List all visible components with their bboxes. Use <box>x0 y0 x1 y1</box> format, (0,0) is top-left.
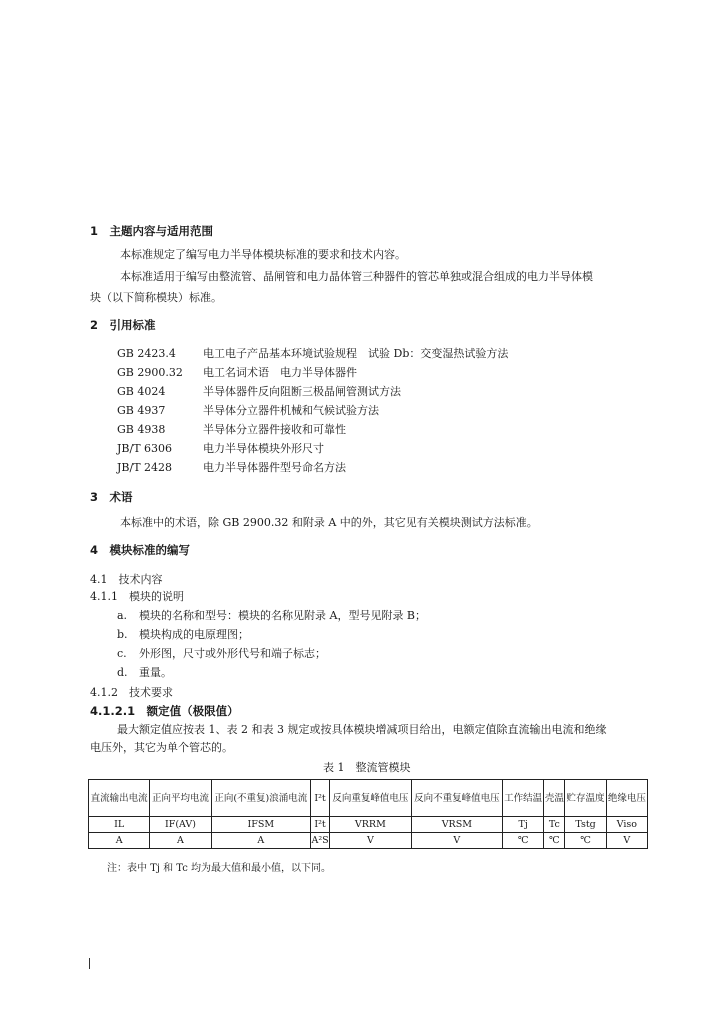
reference-item <box>117 385 401 399</box>
section-2-title: 2 引用标准 <box>90 318 156 332</box>
section-4-1-title: 4.1 技术内容 <box>90 573 163 586</box>
reference-title: 电工名词术语 电力半导体器件 <box>203 366 357 379</box>
section-4-1-2-title: 4.1.2 技术要求 <box>90 686 173 699</box>
module-item <box>117 666 172 680</box>
table-unit-cell: A <box>211 833 310 849</box>
section-4-1-2-1-paragraph-b: 电压外，其它为单个管芯的。 <box>90 741 233 754</box>
reference-item <box>117 347 508 361</box>
table-unit-cell: ℃ <box>565 833 606 849</box>
table-unit-cell: A²S <box>310 833 329 849</box>
module-item-mark: c. <box>117 647 127 660</box>
module-item-mark: a. <box>117 609 128 622</box>
table-unit-cell: ℃ <box>544 833 565 849</box>
table-header-row <box>89 780 648 817</box>
table-unit-row <box>89 833 648 849</box>
table-unit-cell: V <box>330 833 411 849</box>
table-symbol-cell: IFSM <box>211 817 310 833</box>
section-1-paragraph-2a: 本标准适用于编写由整流管、晶闸管和电力晶体管三种器件的管芯单独或混合组成的电力半导体模 <box>120 270 593 283</box>
section-1-paragraph-1: 本标准规定了编写电力半导体模块标准的要求和技术内容。 <box>120 248 406 261</box>
reference-code: GB 2423.4 <box>117 347 176 360</box>
table-note: 注：表中 Tj 和 Tc 均为最大值和最小值，以下同。 <box>107 863 331 874</box>
margin-mark <box>89 958 90 969</box>
section-1-paragraph-2b: 块（以下简称模块）标准。 <box>90 291 222 304</box>
reference-item <box>117 461 346 475</box>
table-header-cell: 正向平均电流 <box>150 780 211 817</box>
section-3-title: 3 术语 <box>90 490 133 504</box>
module-item <box>117 647 326 661</box>
table-header-cell: 贮存温度 <box>565 780 606 817</box>
module-item <box>117 609 426 623</box>
table-symbol-cell: I²t <box>310 817 329 833</box>
table-unit-cell: V <box>411 833 502 849</box>
reference-code: GB 4937 <box>117 404 166 417</box>
table-title: 表 1 整流管模块 <box>323 761 411 774</box>
reference-item <box>117 404 379 418</box>
table-header-cell: 反向不重复峰值电压 <box>411 780 502 817</box>
section-4-1-2-1-paragraph-a: 最大额定值应按表 1、表 2 和表 3 规定或按具体模块增减项目给出，电额定值除直流输出电流和绝缘 <box>117 723 607 736</box>
section-4-1-2-1-title: 4.1.2.1 额定值（极限值） <box>90 704 239 718</box>
module-item-text: 模块构成的电原理图； <box>139 628 249 641</box>
table-unit-cell: V <box>606 833 647 849</box>
reference-title: 半导体分立器件接收和可靠性 <box>203 423 346 436</box>
table-symbol-cell: VRSM <box>411 817 502 833</box>
reference-code: GB 2900.32 <box>117 366 183 379</box>
module-item-mark: b. <box>117 628 128 641</box>
module-item <box>117 628 249 642</box>
module-item-mark: d. <box>117 666 128 679</box>
table-symbol-cell: VRRM <box>330 817 411 833</box>
table-header-cell: 绝缘电压 <box>606 780 647 817</box>
module-item-text: 模块的名称和型号：模块的名称见附录 A，型号见附录 B； <box>139 609 427 622</box>
section-3-paragraph: 本标准中的术语，除 GB 2900.32 和附录 A 中的外，其它见有关模块测试方法标准。 <box>120 516 538 529</box>
reference-title: 半导体分立器件机械和气候试验方法 <box>203 404 379 417</box>
table-header-cell: 工作结温 <box>503 780 544 817</box>
table-symbol-row <box>89 817 648 833</box>
rectifier-module-table <box>88 779 648 849</box>
module-item-text: 外形图，尺寸或外形代号和端子标志； <box>139 647 326 660</box>
table-symbol-cell: IF(AV) <box>150 817 211 833</box>
reference-code: GB 4938 <box>117 423 166 436</box>
table-header-cell: I²t <box>310 780 329 817</box>
reference-item <box>117 442 324 456</box>
table-header-cell: 正向(不重复)浪涌电流 <box>211 780 310 817</box>
reference-title: 电力半导体器件型号命名方法 <box>203 461 346 474</box>
table-symbol-cell: Tc <box>544 817 565 833</box>
reference-code: GB 4024 <box>117 385 166 398</box>
section-4-1-1-title: 4.1.1 模块的说明 <box>90 590 184 603</box>
reference-item <box>117 366 357 380</box>
reference-title: 电力半导体模块外形尺寸 <box>203 442 324 455</box>
table-symbol-cell: IL <box>89 817 150 833</box>
table-unit-cell: A <box>150 833 211 849</box>
table-symbol-cell: Tj <box>503 817 544 833</box>
module-item-text: 重量。 <box>139 666 172 679</box>
table-header-cell: 壳温 <box>544 780 565 817</box>
reference-title: 半导体器件反向阻断三极晶闸管测试方法 <box>203 385 401 398</box>
section-1-title: 1 主题内容与适用范围 <box>90 224 214 238</box>
reference-title: 电工电子产品基本环境试验规程 试验 Db：交变湿热试验方法 <box>203 347 509 360</box>
table-header-cell: 直流输出电流 <box>89 780 150 817</box>
table-symbol-cell: Viso <box>606 817 647 833</box>
reference-code: JB/T 6306 <box>117 442 173 455</box>
table-header-cell: 反向重复峰值电压 <box>330 780 411 817</box>
table-unit-cell: ℃ <box>503 833 544 849</box>
table-symbol-cell: Tstg <box>565 817 606 833</box>
reference-code: JB/T 2428 <box>117 461 173 474</box>
reference-item <box>117 423 346 437</box>
section-4-title: 4 模块标准的编写 <box>90 543 191 557</box>
table-unit-cell: A <box>89 833 150 849</box>
